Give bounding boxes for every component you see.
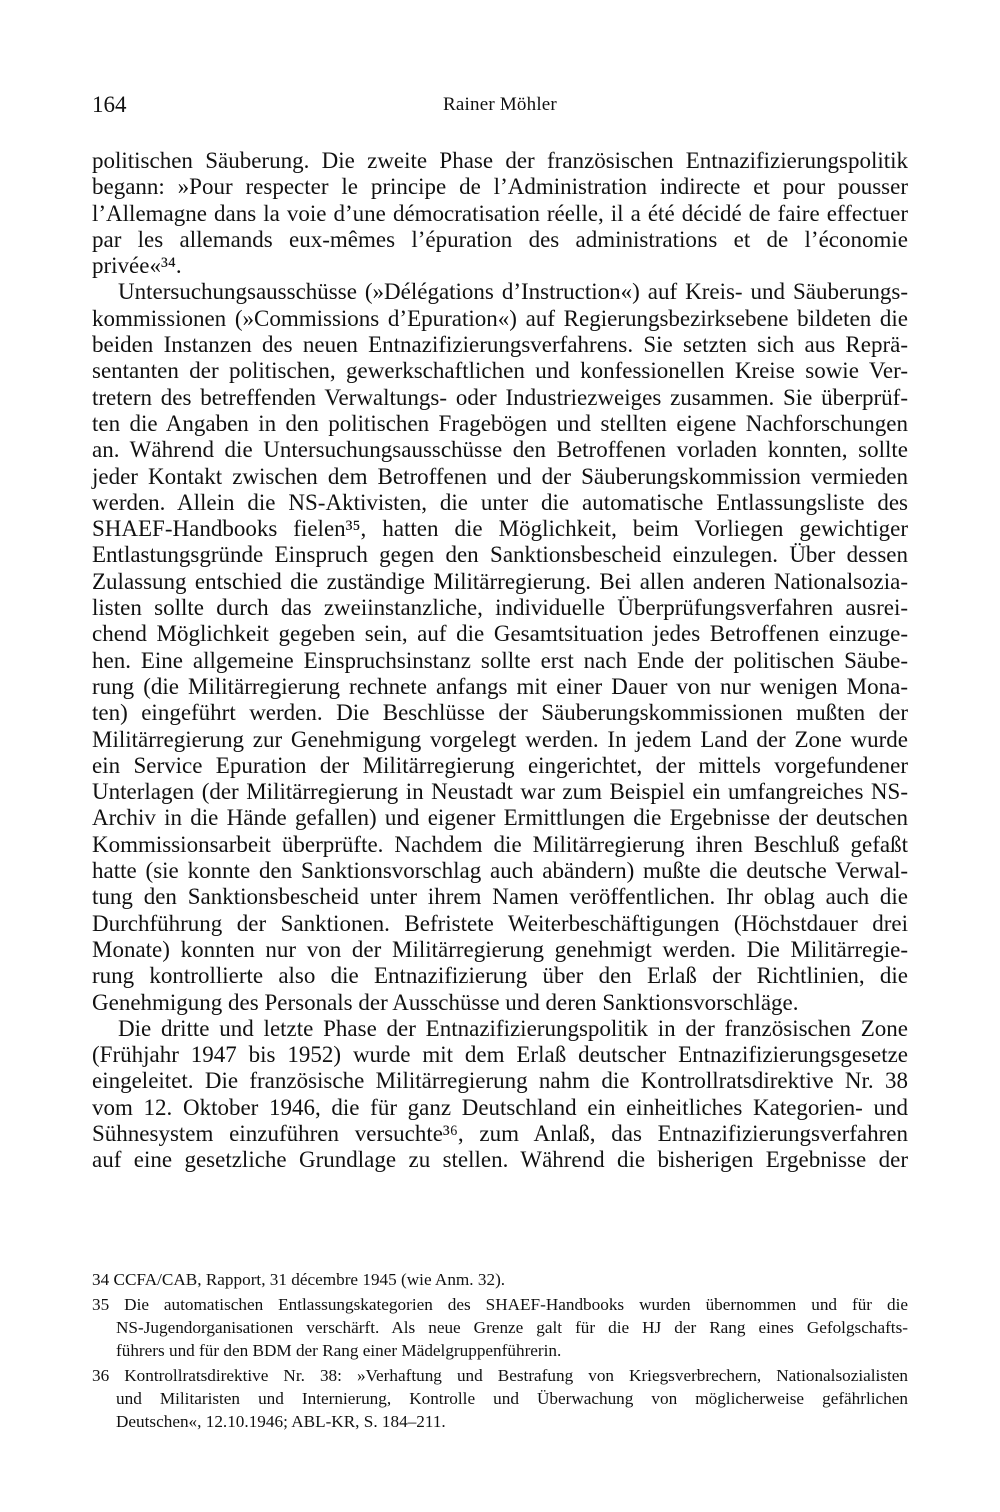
text-line: Militärregierung zur Genehmigung vorgelegt werden. In jedem Land der Zone wurde: [92, 726, 908, 752]
page-number: 164: [92, 92, 127, 117]
text-line: Genehmigung des Personals der Ausschüsse und deren Sanktionsvorschläge.: [92, 989, 799, 1015]
text-line: werden. Allein die NS-Aktivisten, die unter die automatische Entlassungsliste des: [92, 489, 908, 515]
text-line: listen sollte durch das zweiinstanzliche, individuelle Überprüfungsverfahren ausrei-: [92, 595, 908, 621]
text-line: ten) eingeführt werden. Die Beschlüsse der Säuberungskommissionen mußten der: [92, 700, 908, 726]
footnote-36: 36 Kontrollratsdirektive Nr. 38: »Verhaftung und Bestrafung von Kriegsverbrechern, Nationalsozialisten: [92, 1366, 908, 1385]
page-header: [92, 92, 908, 122]
text-line: tretern des betreffenden Verwaltungs- oder Industriezweiges zusammen. Sie überprüf-: [92, 384, 908, 410]
text-line: Die dritte und letzte Phase der Entnazifizierungspolitik in der französischen Zone: [118, 1015, 908, 1041]
text-line: vom 12. Oktober 1946, die für ganz Deutschland ein einheitliches Kategorien- und: [92, 1094, 908, 1120]
text-line: hen. Eine allgemeine Einspruchsinstanz sollte erst nach Ende der politischen Säube-: [92, 647, 908, 673]
text-line: jeder Kontakt zwischen dem Betroffenen und der Säuberungskommission vermieden: [92, 463, 908, 489]
text-line: SHAEF-Handbooks fielen³⁵, hatten die Möglichkeit, beim Vorliegen gewichtiger: [92, 516, 908, 542]
text-line: sentanten der politischen, gewerkschaftlichen und konfessionellen Kreise sowie Ver-: [92, 358, 908, 384]
text-line: Archiv in die Hände gefallen) und eigener Ermittlungen die Ergebnisse der deutschen: [92, 805, 908, 831]
running-head: Rainer Möhler: [443, 94, 557, 115]
text-line: Zulassung entschied die zuständige Militärregierung. Bei allen anderen Nationalsozia-: [92, 568, 908, 594]
footnote-36-cont: Deutschen«, 12.10.1946; ABL-KR, S. 184–211.: [116, 1412, 446, 1431]
text-line: Untersuchungsausschüsse (»Délégations d’Instruction«) auf Kreis- und Säuberungs-: [118, 279, 908, 305]
text-line: politischen Säuberung. Die zweite Phase der französischen Entnazifizierungspolitik: [92, 148, 908, 173]
text-line: chend Möglichkeit gegeben sein, auf die Gesamtsituation jedes Betroffenen einzuge-: [92, 621, 908, 647]
text-line: Entlastungsgründe Einspruch gegen den Sanktionsbescheid einzulegen. Über dessen: [92, 542, 908, 568]
main-text: [92, 148, 908, 1174]
text-line: auf eine gesetzliche Grundlage zu stellen. Während die bisherigen Ergebnisse der: [92, 1147, 908, 1173]
text-line: ein Service Epuration der Militärregierung eingerichtet, der mittels vorgefundener: [92, 752, 908, 778]
text-line: kommissionen (»Commissions d’Epuration«) auf Regierungsbezirksebene bildeten die: [92, 305, 908, 331]
text-line: rung (die Militärregierung rechnete anfangs mit einer Dauer von nur wenigen Mona-: [92, 673, 908, 699]
text-line: Kommissionsarbeit überprüfte. Nachdem die Militärregierung ihren Beschluß gefaßt: [92, 831, 908, 857]
text-line: rung kontrollierte also die Entnazifizierung über den Erlaß der Richtlinien, die: [92, 963, 908, 989]
text-line: Durchführung der Sanktionen. Befristete Weiterbeschäftigungen (Höchstdauer drei: [92, 910, 908, 936]
text-line: ten die Angaben in den politischen Fragebögen und stellten eigene Nachforschungen: [92, 410, 908, 436]
footnotes: [92, 1268, 908, 1433]
text-line: Unterlagen (der Militärregierung in Neustadt war zum Beispiel ein umfangreiches NS-: [92, 779, 908, 805]
text-line: an. Während die Untersuchungsausschüsse den Betroffenen vorladen konnten, sollte: [92, 437, 908, 463]
text-line: beiden Instanzen des neuen Entnazifizierungsverfahrens. Sie setzten sich aus Reprä-: [92, 332, 908, 358]
footnote-35: 35 Die automatischen Entlassungskategorien des SHAEF-Handbooks wurden übernommen und für die: [92, 1295, 908, 1314]
text-line: eingeleitet. Die französische Militärregierung nahm die Kontrollratsdirektive Nr. 38: [92, 1068, 908, 1094]
text-line: hatte (sie konnte den Sanktionsvorschlag auch abändern) mußte die deutsche Verwal-: [92, 858, 908, 884]
text-line: tung den Sanktionsbescheid unter ihrem Namen veröffentlichen. Ihr oblag auch die: [92, 884, 908, 910]
text-line: Sühnesystem einzuführen versuchte³⁶, zum Anlaß, das Entnazifizierungsverfahren: [92, 1120, 908, 1146]
footnote-36-cont: und Militaristen und Internierung, Kontrolle und Überwachung von möglicherweise gefährlichen: [116, 1389, 908, 1408]
footnote-35-cont: führers und für den BDM der Rang einer Mädelgruppenführerin.: [116, 1341, 562, 1360]
text-line: begann: »Pour respecter le principe de l’Administration indirecte et pour pousser: [92, 174, 908, 200]
text-line: privée«³⁴.: [92, 253, 182, 279]
text-line: Monate) konnten nur von der Militärregierung genehmigt werden. Die Militärregie-: [92, 936, 908, 962]
text-line: par les allemands eux-mêmes l’épuration des administrations et de l’économie: [92, 226, 908, 252]
text-line: (Frühjahr 1947 bis 1952) wurde mit dem Erlaß deutscher Entnazifizierungsgesetze: [92, 1042, 908, 1068]
text-line: l’Allemagne dans la voie d’une démocratisation réelle, il a été décidé de faire effectuer: [92, 200, 908, 226]
footnote-35-cont: NS-Jugendorganisationen verschärft. Als neue Grenze galt für die HJ der Rang eines Gefolgschafts-: [116, 1318, 908, 1337]
footnote-34: 34 CCFA/CAB, Rapport, 31 décembre 1945 (wie Anm. 32).: [92, 1270, 506, 1289]
